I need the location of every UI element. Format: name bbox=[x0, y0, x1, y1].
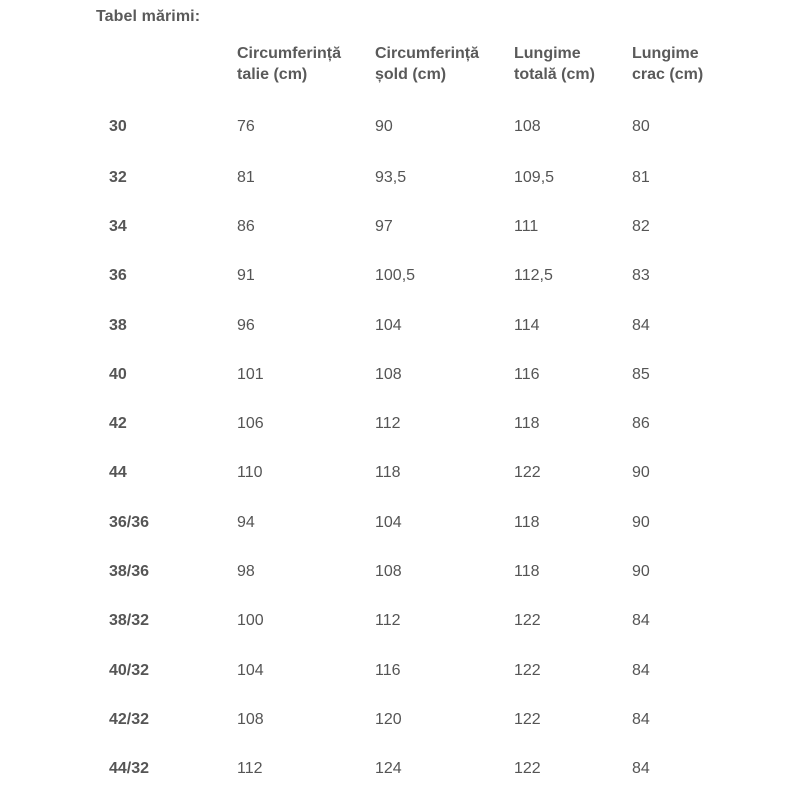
total-length-cell: 114 bbox=[514, 316, 540, 334]
waist-cell: 81 bbox=[237, 168, 255, 186]
waist-cell: 96 bbox=[237, 316, 255, 334]
header-waist bbox=[237, 40, 375, 101]
table-row bbox=[96, 399, 752, 448]
size-cell: 36/36 bbox=[109, 513, 150, 531]
waist-cell: 98 bbox=[237, 563, 255, 581]
inseam-length-cell: 80 bbox=[632, 118, 650, 135]
waist-cell: 86 bbox=[237, 217, 255, 235]
total-length-cell: 122 bbox=[514, 760, 541, 778]
table-row bbox=[96, 153, 752, 202]
size-cell: 32 bbox=[109, 168, 127, 186]
hip-cell: 124 bbox=[375, 760, 402, 778]
size-cell: 40 bbox=[109, 365, 127, 383]
header-hip-line2: șold (cm) bbox=[375, 66, 447, 83]
table-row bbox=[96, 695, 752, 744]
header-size bbox=[96, 40, 237, 101]
size-cell: 42 bbox=[109, 415, 127, 433]
waist-cell: 108 bbox=[237, 710, 264, 728]
inseam-length-cell: 90 bbox=[632, 464, 650, 482]
total-length-cell: 118 bbox=[514, 513, 540, 531]
inseam-length-cell: 83 bbox=[632, 267, 650, 285]
inseam-length-cell: 84 bbox=[632, 316, 650, 334]
size-cell: 34 bbox=[109, 217, 127, 235]
hip-cell: 118 bbox=[375, 464, 401, 482]
table-row bbox=[96, 301, 752, 350]
size-cell: 38/36 bbox=[109, 563, 150, 581]
inseam-length-cell: 85 bbox=[632, 365, 650, 383]
inseam-length-cell: 84 bbox=[632, 710, 650, 728]
table-row bbox=[96, 745, 752, 794]
waist-cell: 100 bbox=[237, 612, 264, 630]
total-length-cell: 122 bbox=[514, 661, 541, 679]
header-inseam-length-line1: Lungime bbox=[632, 45, 699, 62]
page-title: Tabel mărimi: bbox=[96, 8, 201, 25]
table-row bbox=[96, 202, 752, 251]
waist-cell: 110 bbox=[237, 464, 263, 482]
header-hip bbox=[375, 40, 514, 101]
hip-cell: 112 bbox=[375, 415, 401, 433]
header-total-length-line2: totală (cm) bbox=[514, 66, 595, 83]
hip-cell: 100,5 bbox=[375, 267, 416, 285]
header-inseam-length-line2: crac (cm) bbox=[632, 66, 704, 83]
hip-cell: 93,5 bbox=[375, 168, 407, 186]
hip-cell: 90 bbox=[375, 118, 393, 135]
size-table-header bbox=[96, 40, 752, 101]
table-row bbox=[96, 350, 752, 399]
inseam-length-cell: 81 bbox=[632, 168, 650, 186]
inseam-length-cell: 90 bbox=[632, 563, 650, 581]
inseam-length-cell: 84 bbox=[632, 760, 650, 778]
hip-cell: 97 bbox=[375, 217, 393, 235]
total-length-cell: 111 bbox=[514, 217, 539, 235]
size-table bbox=[96, 40, 752, 794]
table-row bbox=[96, 498, 752, 547]
hip-cell: 112 bbox=[375, 612, 401, 630]
size-cell: 30 bbox=[109, 118, 127, 135]
header-total-length-line1: Lungime bbox=[514, 45, 581, 62]
size-cell: 44 bbox=[109, 464, 127, 482]
total-length-cell: 122 bbox=[514, 464, 541, 482]
table-row bbox=[96, 252, 752, 301]
size-cell: 36 bbox=[109, 267, 127, 285]
waist-cell: 106 bbox=[237, 415, 264, 433]
inseam-length-cell: 82 bbox=[632, 217, 650, 235]
inseam-length-cell: 86 bbox=[632, 415, 650, 433]
waist-cell: 94 bbox=[237, 513, 255, 531]
size-cell: 44/32 bbox=[109, 760, 150, 778]
size-cell: 42/32 bbox=[109, 710, 150, 728]
table-row bbox=[96, 547, 752, 596]
hip-cell: 108 bbox=[375, 365, 402, 383]
waist-cell: 104 bbox=[237, 661, 264, 679]
total-length-cell: 122 bbox=[514, 710, 541, 728]
waist-cell: 112 bbox=[237, 760, 263, 778]
inseam-length-cell: 84 bbox=[632, 612, 650, 630]
total-length-cell: 122 bbox=[514, 612, 541, 630]
size-cell: 38 bbox=[109, 316, 127, 334]
header-hip-line1: Circumferință bbox=[375, 45, 480, 62]
header-waist-line1: Circumferință bbox=[237, 45, 342, 62]
table-row bbox=[96, 597, 752, 646]
size-cell: 40/32 bbox=[109, 661, 150, 679]
total-length-cell: 118 bbox=[514, 415, 540, 433]
table-row bbox=[96, 449, 752, 498]
table-row bbox=[96, 101, 752, 153]
total-length-cell: 109,5 bbox=[514, 168, 555, 186]
header-waist-line2: talie (cm) bbox=[237, 66, 308, 83]
total-length-cell: 108 bbox=[514, 118, 541, 135]
total-length-cell: 116 bbox=[514, 365, 540, 383]
inseam-length-cell: 84 bbox=[632, 661, 650, 679]
hip-cell: 116 bbox=[375, 661, 401, 679]
total-length-cell: 112,5 bbox=[514, 267, 553, 285]
hip-cell: 108 bbox=[375, 563, 402, 581]
hip-cell: 104 bbox=[375, 316, 402, 334]
total-length-cell: 118 bbox=[514, 563, 540, 581]
hip-cell: 104 bbox=[375, 513, 402, 531]
header-inseam-length bbox=[632, 40, 752, 101]
header-total-length bbox=[514, 40, 632, 101]
inseam-length-cell: 90 bbox=[632, 513, 650, 531]
header-row bbox=[96, 40, 752, 101]
size-table-body bbox=[96, 101, 752, 794]
size-cell: 38/32 bbox=[109, 612, 150, 630]
waist-cell: 76 bbox=[237, 118, 255, 135]
waist-cell: 91 bbox=[237, 267, 255, 285]
waist-cell: 101 bbox=[237, 365, 264, 383]
hip-cell: 120 bbox=[375, 710, 402, 728]
table-row bbox=[96, 646, 752, 695]
